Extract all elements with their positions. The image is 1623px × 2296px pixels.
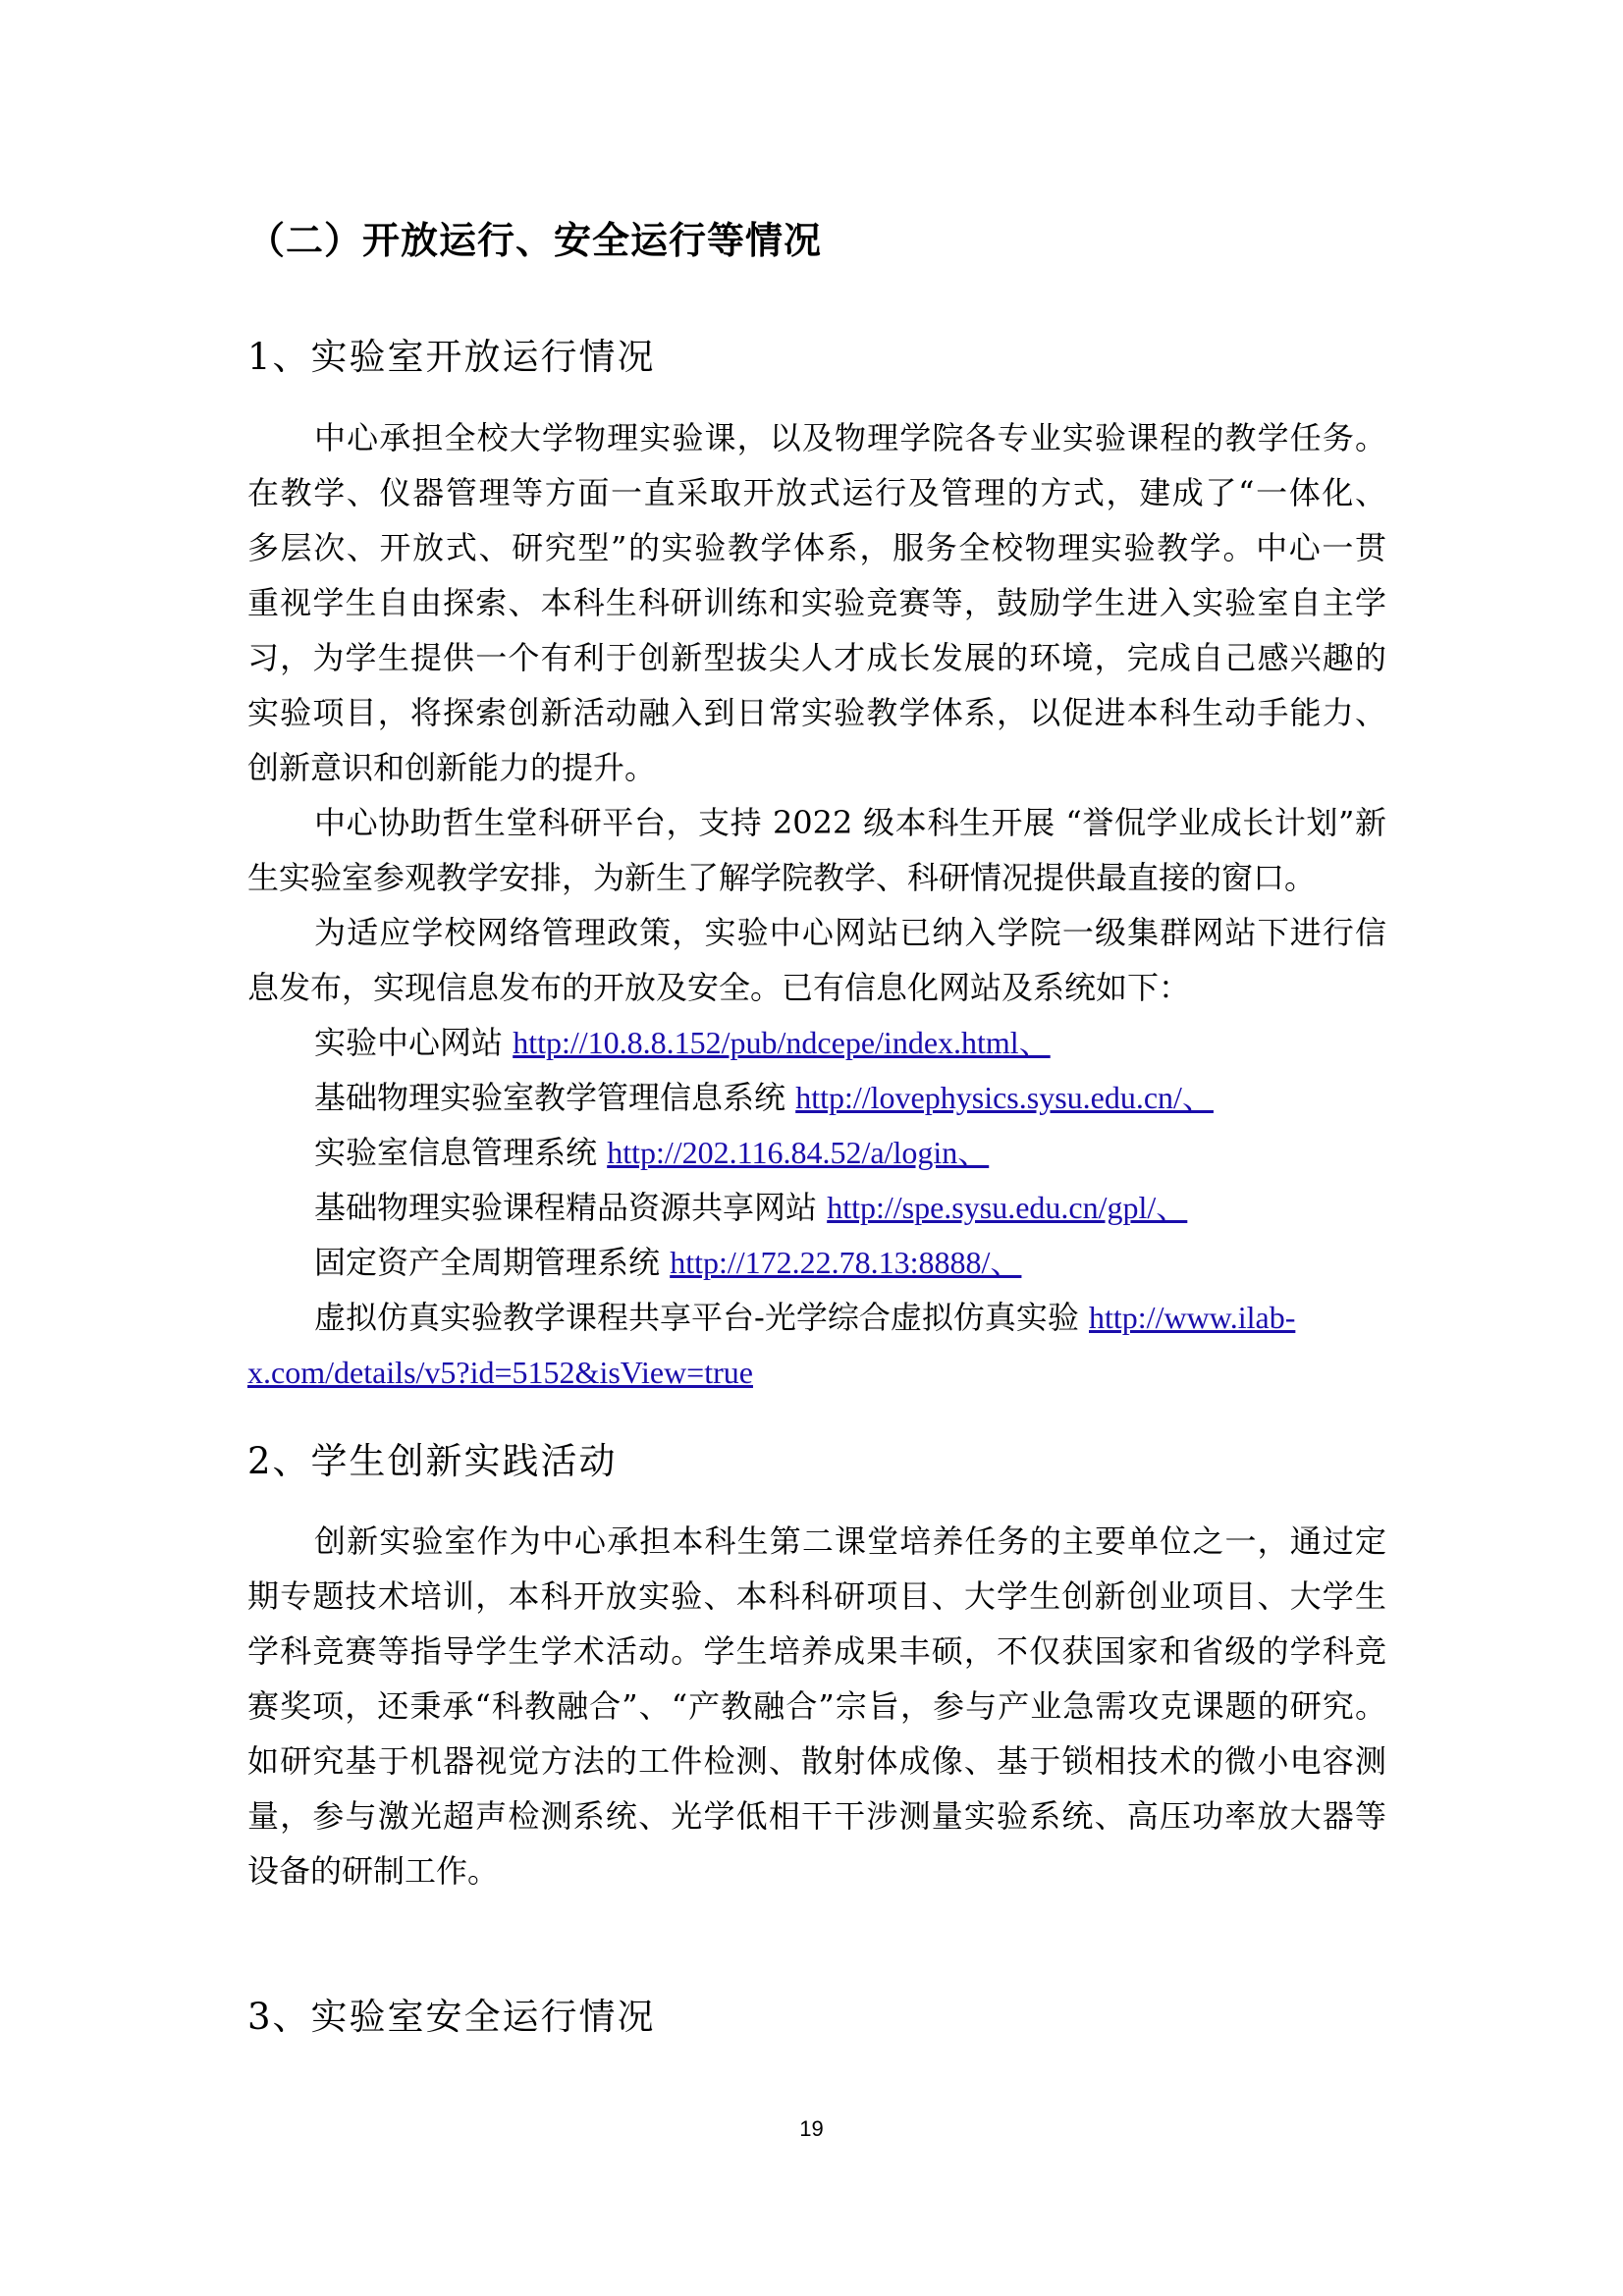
paragraph-line: 在教学、仪器管理等方面一直采取开放式运行及管理的方式，建成了“一体化、: [247, 474, 1386, 511]
system-link-label: 实验中心网站: [314, 1024, 514, 1061]
paragraph-line: 赛奖项，还秉承“科教融合”、“产教融合”宗旨，参与产业急需攻克课题的研究。: [247, 1687, 1386, 1725]
system-link-label: 基础物理实验课程精品资源共享网站: [314, 1189, 828, 1226]
system-link-label: 实验室信息管理系统: [314, 1134, 608, 1171]
paragraph-line: 中心承担全校大学物理实验课，以及物理学院各专业实验课程的教学任务。: [314, 419, 1386, 456]
subsection-3-heading: 3、实验室安全运行情况: [247, 1996, 656, 2038]
paragraph-line: 期专题技术培训，本科开放实验、本科科研项目、大学生创新创业项目、大学生: [247, 1577, 1386, 1615]
system-link-item: [314, 1023, 1051, 1062]
system-link-item: [314, 1078, 1214, 1117]
system-link[interactable]: http://202.116.84.52/a/login、: [607, 1135, 990, 1170]
system-link-label: 虚拟仿真实验教学课程共享平台-光学综合虚拟仿真实验: [314, 1299, 1089, 1336]
paragraph-line: 重视学生自由探索、本科生科研训练和实验竞赛等，鼓励学生进入实验室自主学: [247, 584, 1386, 621]
system-link-item: [314, 1188, 1187, 1227]
system-link[interactable]: http://lovephysics.sysu.edu.cn/、: [795, 1080, 1214, 1115]
system-link[interactable]: http://172.22.78.13:8888/、: [670, 1245, 1022, 1280]
paragraph-line: 息发布，实现信息发布的开放及安全。已有信息化网站及系统如下：: [247, 969, 1191, 1006]
subsection-1-heading: 1、实验室开放运行情况: [247, 336, 656, 378]
paragraph-line: 中心协助哲生堂科研平台，支持 2022 级本科生开展 “誉侃学业成长计划”新: [314, 804, 1386, 841]
section-title: （二）开放运行、安全运行等情况: [247, 219, 823, 262]
paragraph-line: 生实验室参观教学安排，为新生了解学院教学、科研情况提供最直接的窗口。: [247, 859, 1317, 896]
paragraph-line: 创新意识和创新能力的提升。: [247, 749, 657, 786]
paragraph-line: 学科竞赛等指导学生学术活动。学生培养成果丰硕，不仅获国家和省级的学科竞: [247, 1632, 1386, 1670]
system-link[interactable]: http://www.ilab-: [1089, 1300, 1296, 1335]
paragraph-line: 为适应学校网络管理政策，实验中心网站已纳入学院一级集群网站下进行信: [314, 914, 1386, 951]
paragraph-line: 习，为学生提供一个有利于创新型拔尖人才成长发展的环境，完成自己感兴趣的: [247, 639, 1386, 676]
paragraph-line: 创新实验室作为中心承担本科生第二课堂培养任务的主要单位之一，通过定: [314, 1522, 1386, 1560]
system-link[interactable]: http://10.8.8.152/pub/ndcepe/index.html、: [513, 1025, 1051, 1060]
paragraph-line: 量，参与激光超声检测系统、光学低相干干涉测量实验系统、高压功率放大器等: [247, 1797, 1386, 1835]
paragraph-line: 如研究基于机器视觉方法的工件检测、散射体成像、基于锁相技术的微小电容测: [247, 1742, 1386, 1780]
system-link[interactable]: x.com/details/v5?id=5152&isView=true: [247, 1355, 753, 1390]
subsection-2-heading: 2、学生创新实践活动: [247, 1440, 618, 1482]
system-link-label: 固定资产全周期管理系统: [314, 1244, 671, 1281]
system-link-label: 基础物理实验室教学管理信息系统: [314, 1079, 796, 1116]
page-number: 19: [799, 2116, 824, 2141]
system-link-continuation: [247, 1353, 753, 1392]
system-link-item: [314, 1298, 1295, 1337]
paragraph-line: 实验项目，将探索创新活动融入到日常实验教学体系，以促进本科生动手能力、: [247, 694, 1386, 731]
system-link[interactable]: http://spe.sysu.edu.cn/gpl/、: [827, 1190, 1188, 1225]
system-link-item: [314, 1133, 989, 1172]
paragraph-line: 多层次、开放式、研究型”的实验教学体系，服务全校物理实验教学。中心一贯: [247, 529, 1386, 566]
system-link-item: [314, 1243, 1021, 1282]
paragraph-line: 设备的研制工作。: [247, 1852, 500, 1890]
